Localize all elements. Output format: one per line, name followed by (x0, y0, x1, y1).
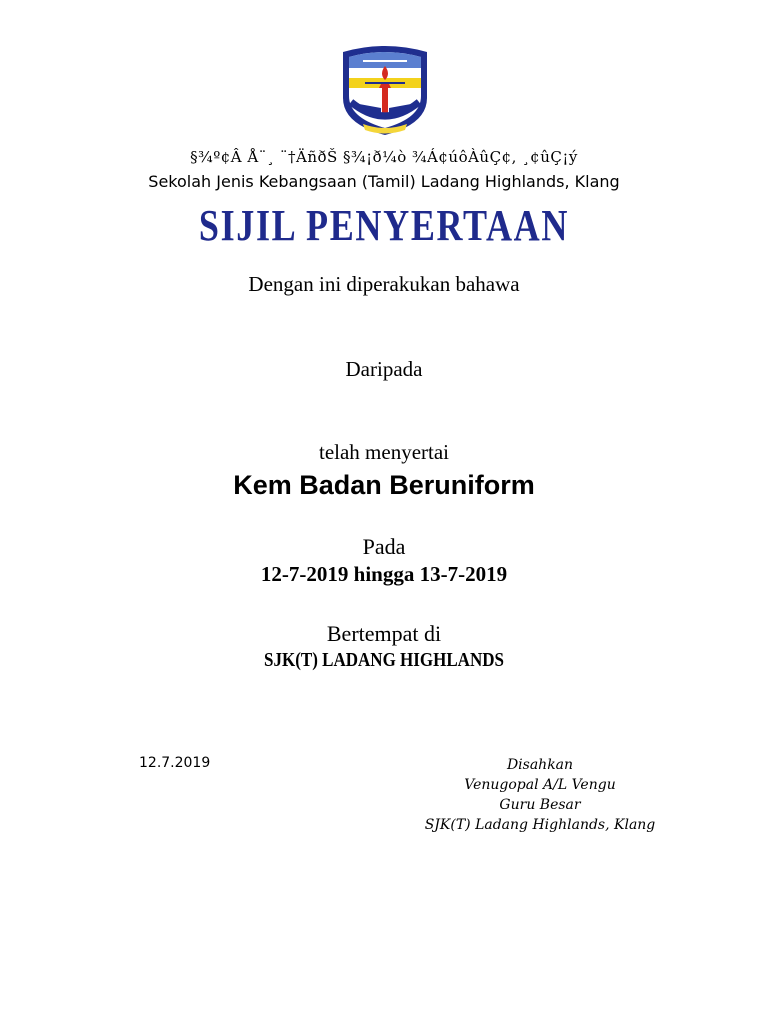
venue-name: SJK(T) LADANG HIGHLANDS (264, 649, 504, 671)
issue-date: 12.7.2019 (139, 755, 211, 771)
intro-text: Dengan ini diperakukan bahawa (248, 272, 520, 296)
tamil-school-name: §¾º¢Â Å¨¸ ¨†ÄñðŠ §¾¡ð¼ò ¾Á¢úôÀûÇ¢, ¸¢ûÇ¡ý (190, 148, 578, 166)
from-label: Daripada (345, 357, 423, 381)
signatory-school: SJK(T) Ladang Highlands, Klang (424, 817, 656, 833)
signatory-name: Venugopal A/L Vengu (464, 777, 616, 793)
event-name: Kem Badan Beruniform (233, 470, 535, 500)
school-crest-logo (341, 44, 429, 136)
signatory-position: Guru Besar (499, 797, 581, 813)
event-dates: 12-7-2019 hingga 13-7-2019 (260, 562, 508, 586)
certificate-title: SIJIL PENYERTAAN (198, 201, 570, 250)
date-label: Pada (362, 534, 406, 559)
signature-block (340, 755, 740, 835)
signature-label: Disahkan (506, 757, 574, 773)
venue-label: Bertempat di (326, 621, 442, 646)
school-name: Sekolah Jenis Kebangsaan (Tamil) Ladang Highlands, Klang (148, 172, 620, 191)
joined-label: telah menyertai (318, 440, 450, 464)
